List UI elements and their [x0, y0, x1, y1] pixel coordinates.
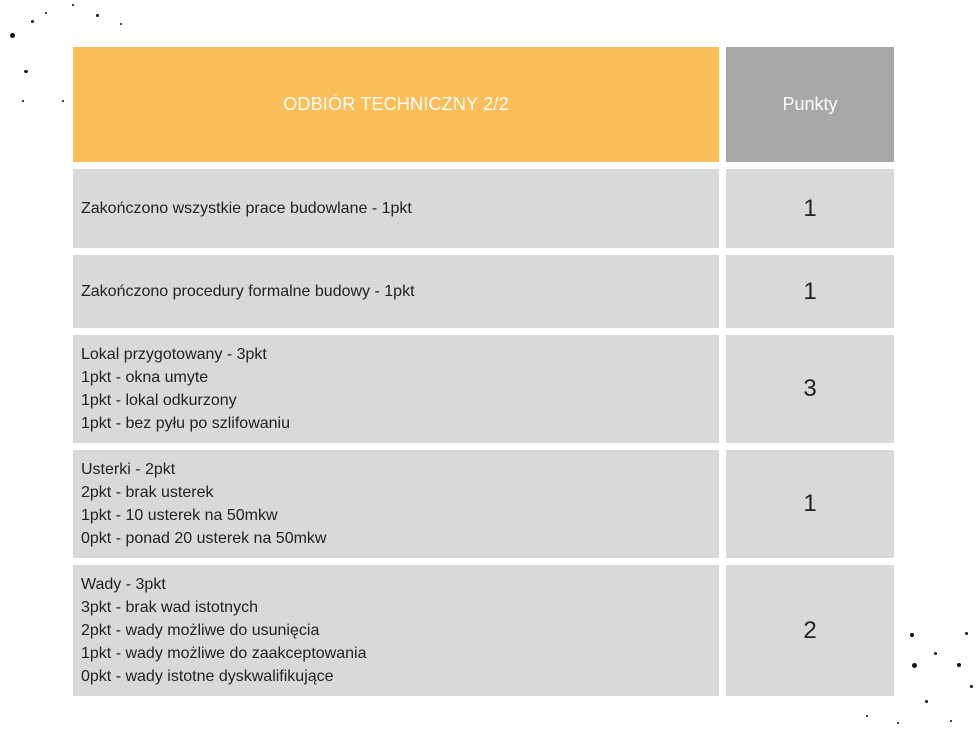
- row-line: Lokal przygotowany - 3pkt: [81, 346, 267, 363]
- table-row-description: [73, 255, 719, 328]
- row-line: 3pkt - brak wad istotnych: [81, 599, 258, 616]
- row-line: Zakończono procedury formalne budowy - 1pkt: [81, 283, 415, 300]
- table-row-description: [73, 565, 719, 696]
- row-line: 2pkt - wady możliwe do usunięcia: [81, 622, 320, 639]
- table-header-title: ODBIÓR TECHNICZNY 2/2: [73, 47, 719, 162]
- row-points-value: 2: [726, 565, 894, 696]
- row-line: 1pkt - okna umyte: [81, 369, 209, 386]
- row-line: Wady - 3pkt: [81, 576, 166, 593]
- row-line: Usterki - 2pkt: [81, 461, 176, 478]
- row-line: 0pkt - ponad 20 usterek na 50mkw: [81, 530, 327, 547]
- row-points-value: 1: [726, 169, 894, 248]
- row-line: 1pkt - lokal odkurzony: [81, 392, 237, 409]
- row-line: 1pkt - 10 usterek na 50mkw: [81, 507, 278, 524]
- row-line: 0pkt - wady istotne dyskwalifikujące: [81, 668, 334, 685]
- table-row-description: [73, 169, 719, 248]
- table-header-points: Punkty: [726, 47, 894, 162]
- row-points-value: 3: [726, 335, 894, 443]
- row-line: 1pkt - bez pyłu po szlifowaniu: [81, 415, 290, 432]
- row-points-value: 1: [726, 450, 894, 558]
- table-row-description: [73, 335, 719, 443]
- table-row-description: [73, 450, 719, 558]
- row-line: 1pkt - wady możliwe do zaakceptowania: [81, 645, 367, 662]
- row-line: 2pkt - brak usterek: [81, 484, 214, 501]
- row-points-value: 1: [726, 255, 894, 328]
- row-line: Zakończono wszystkie prace budowlane - 1pkt: [81, 200, 412, 217]
